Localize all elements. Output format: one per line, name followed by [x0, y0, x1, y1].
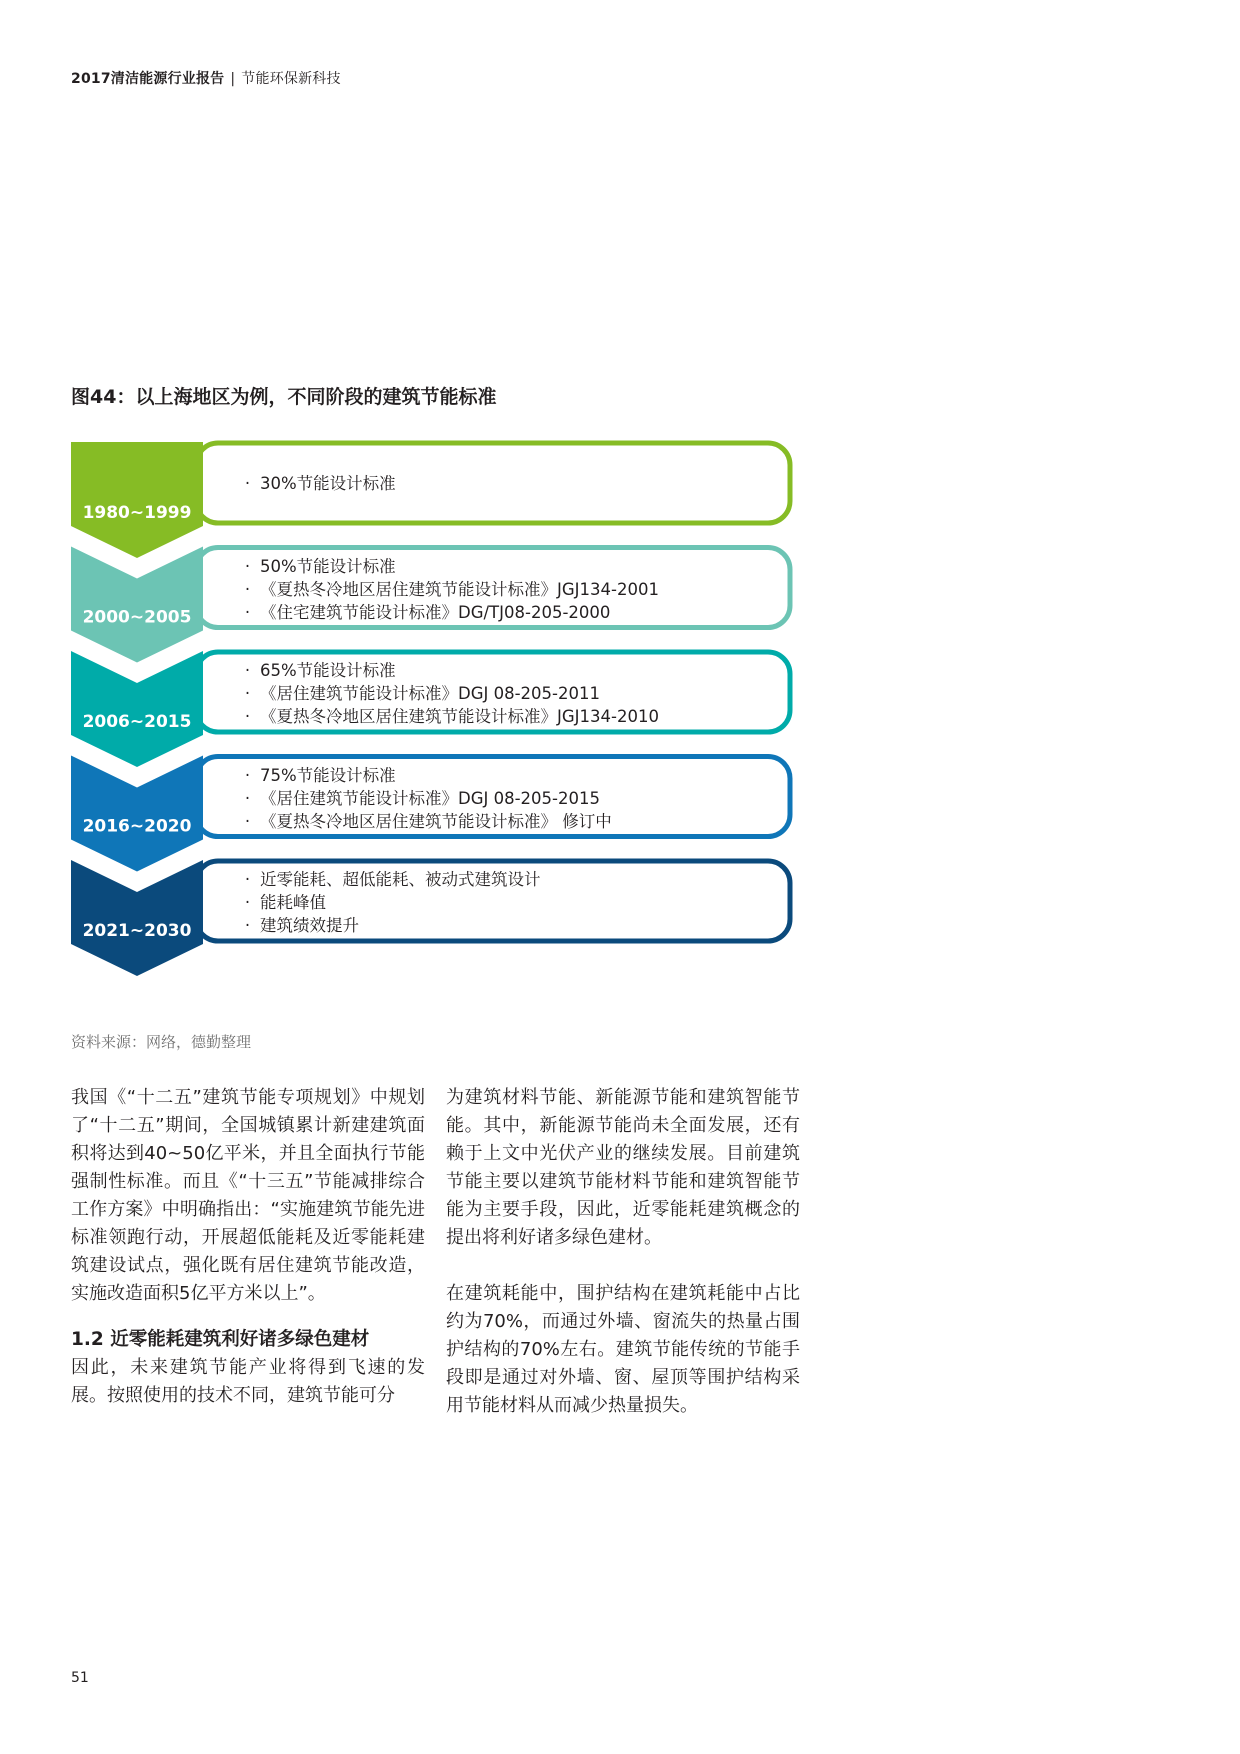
stage-item-list [235, 555, 659, 624]
stage-item-text: 《夏热冬冷地区居住建筑节能设计标准》 修订中 [260, 811, 612, 831]
stage-item-text: 《夏热冬冷地区居住建筑节能设计标准》JGJ134-2010 [260, 707, 659, 726]
paragraph: 在建筑耗能中，围护结构在建筑耗能中占比约为70%，而通过外墙、窗流失的热量占围护结构的70%左右。建筑节能传统的节能手段即是通过对外墙、窗、屋顶等围护结构采用节能材料从而减少热量损失。 [446, 1283, 800, 1416]
stage-period-label: 1980~1999 [82, 503, 192, 523]
stage-item [235, 705, 659, 728]
bullet: · [244, 707, 251, 726]
stage-item [235, 472, 396, 495]
stage-period-label: 2021~2030 [82, 921, 192, 941]
stage-item-text: 65%节能设计标准 [260, 661, 396, 680]
stage-item-text: 30%节能设计标准 [260, 474, 396, 493]
stage-item [235, 764, 612, 787]
stage-item-list [235, 868, 541, 937]
stage-period-label: 2006~2015 [82, 712, 192, 732]
stage-item [235, 659, 659, 682]
stage-period-label: 2016~2020 [82, 816, 192, 837]
stage-chevron [71, 756, 203, 872]
stage-item [235, 868, 541, 891]
stage-item-text: 50%节能设计标准 [260, 556, 396, 576]
stage-chevron [71, 547, 203, 663]
paragraph: 为建筑材料节能、新能源节能和建筑智能节能。其中，新能源节能尚未全面发展，还有赖于上文中光伏产业的继续发展。目前建筑节能主要以建筑节能材料节能和建筑智能节能为主要手段，因此，近零能耗建筑概念的提出将利好诸多绿色建材。 [446, 1087, 800, 1248]
stage-item-list [235, 472, 396, 495]
stage-item [235, 810, 612, 833]
stage-chevron [71, 442, 203, 558]
page-number: 51 [71, 1670, 89, 1686]
section-heading: 1.2 近零能耗建筑利好诸多绿色建材 [71, 1329, 370, 1350]
bullet: · [244, 602, 251, 622]
bullet: · [244, 870, 251, 889]
stage-item-list [235, 659, 659, 728]
stage-item [235, 914, 541, 937]
bullet: · [244, 661, 251, 680]
stage-chevron [71, 860, 203, 976]
bullet: · [244, 765, 251, 785]
bullet: · [244, 893, 251, 912]
bullet: · [244, 579, 251, 599]
header-separator: | [230, 71, 236, 87]
stage-item [235, 601, 659, 624]
report-title: 2017清洁能源行业报告 [71, 71, 225, 87]
stage-item-text: 《居住建筑节能设计标准》DGJ 08-205-2015 [260, 788, 600, 808]
bullet: · [244, 916, 251, 935]
stage-item-text: 近零能耗、超低能耗、被动式建筑设计 [260, 870, 541, 889]
stage-item-text: 《居住建筑节能设计标准》DGJ 08-205-2011 [260, 684, 600, 703]
stage-item [235, 682, 659, 705]
stage-item [235, 555, 659, 578]
stage-item [235, 891, 541, 914]
bullet: · [244, 556, 251, 576]
bullet: · [244, 788, 251, 808]
paragraph: 因此，未来建筑节能产业将得到飞速的发展。按照使用的技术不同，建筑节能可分 [71, 1357, 425, 1406]
stage-item [235, 578, 659, 601]
stage-chevron [71, 651, 203, 767]
stage-item-text: 《夏热冬冷地区居住建筑节能设计标准》JGJ134-2001 [260, 579, 659, 599]
stage-item [235, 787, 612, 810]
paragraph: 我国《“十二五”建筑节能专项规划》中规划了“十二五”期间，全国城镇累计新建建筑面积将达到40~50亿平米，并且全面执行节能强制性标准。而且《“十三五”节能减排综合工作方案》中明确指出：“实施建筑节能先进标准领跑行动，开展超低能耗及近零能耗建筑建设试点，强化既有居住建筑节能改造，实施改造面积5亿平方米以上”。 [71, 1087, 425, 1304]
body-column-left [71, 1084, 425, 1410]
stage-item-text: 建筑绩效提升 [260, 916, 359, 935]
figure-title: 图44：以上海地区为例，不同阶段的建筑节能标准 [71, 386, 497, 408]
bullet: · [244, 474, 251, 493]
bullet: · [244, 811, 251, 831]
body-column-right [446, 1084, 800, 1420]
stage-item-text: 能耗峰值 [260, 893, 326, 912]
stage-item-text: 《住宅建筑节能设计标准》DG/TJ08-205-2000 [260, 602, 611, 622]
bullet: · [244, 684, 251, 703]
stage-period-label: 2000~2005 [82, 607, 192, 628]
stage-item-list [235, 764, 612, 833]
stage-item-text: 75%节能设计标准 [260, 765, 396, 785]
section-title: 节能环保新科技 [241, 71, 341, 87]
figure-source: 资料来源：网络，德勤整理 [71, 1033, 252, 1051]
